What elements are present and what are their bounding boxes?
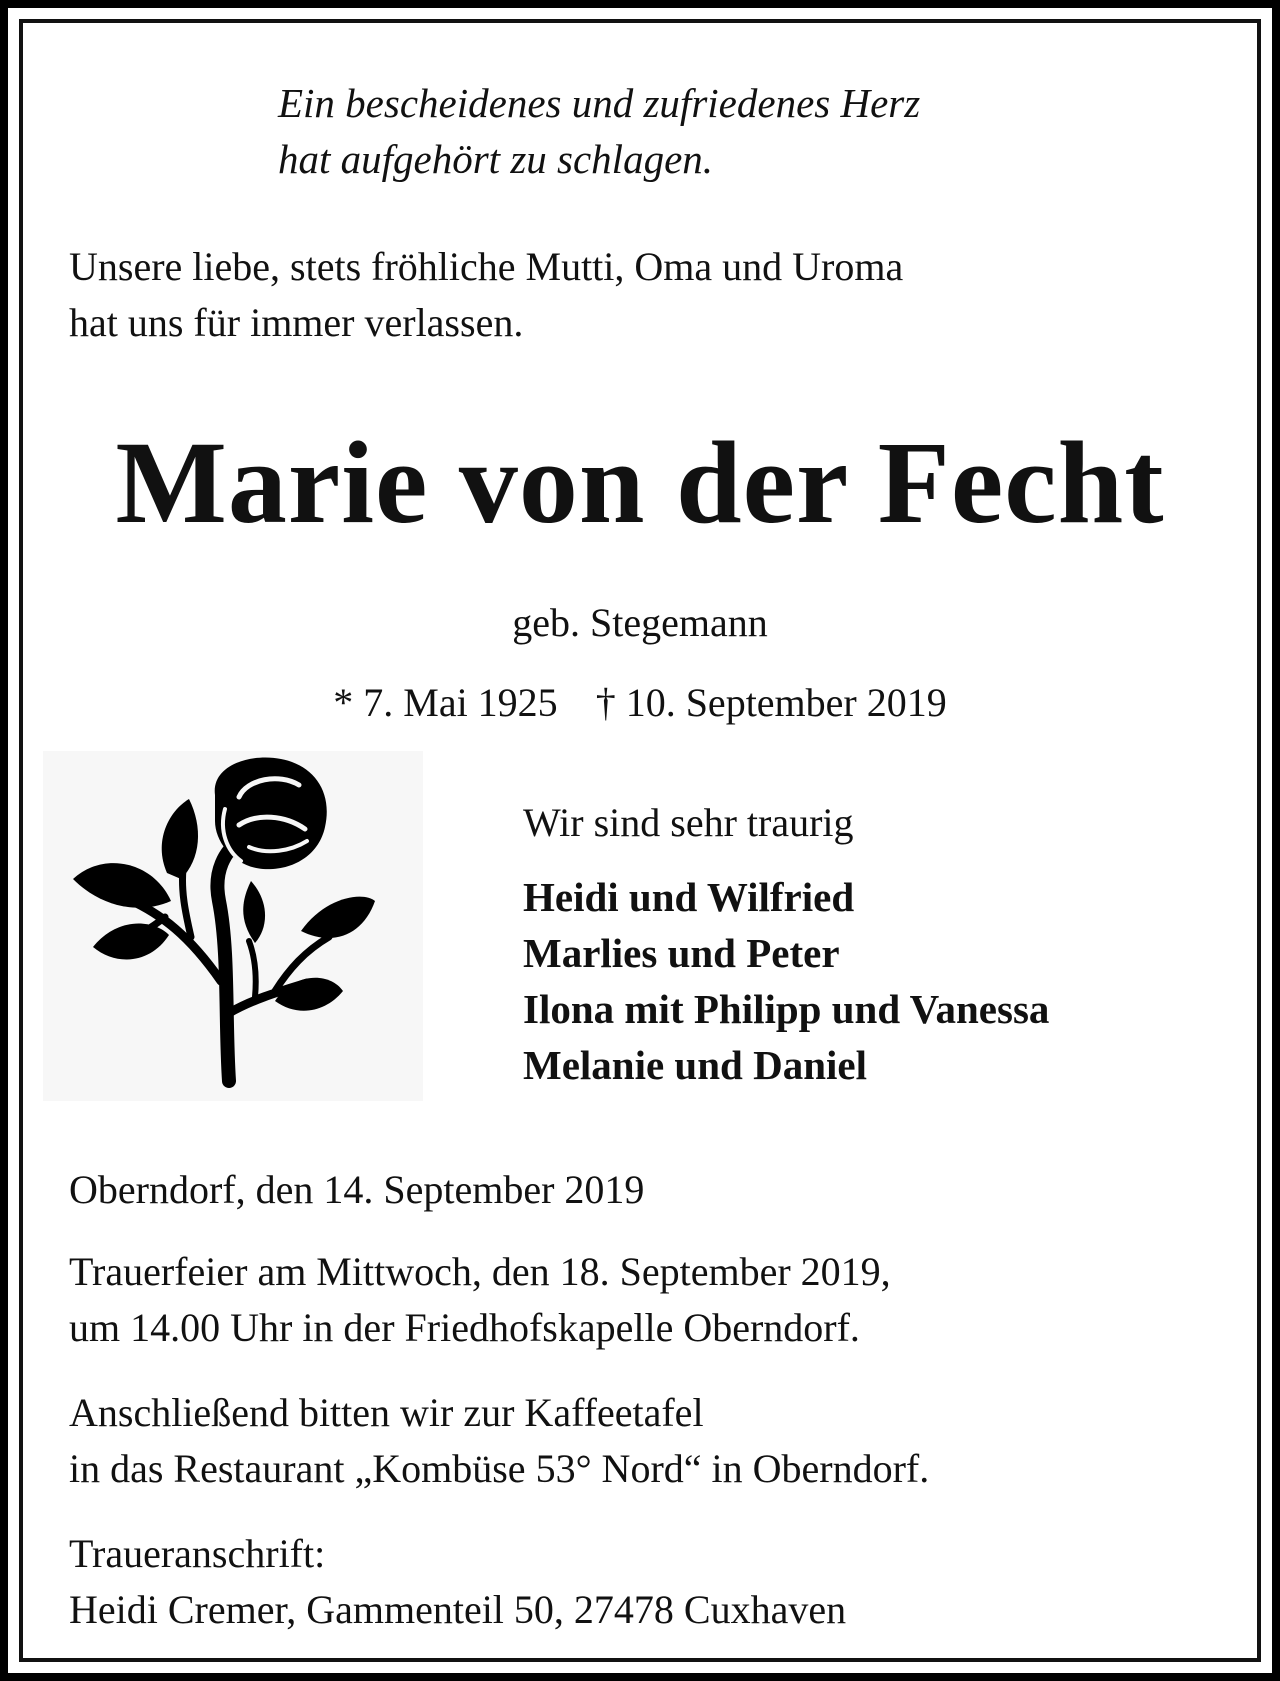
service-line-2: um 14.00 Uhr in der Friedhofskapelle Oberndorf. [69,1305,860,1350]
address-value: Heidi Cremer, Gammenteil 50, 27478 Cuxhaven [69,1587,847,1632]
obituary-notice [19,19,1261,1662]
intro-line-1: Unsere liebe, stets fröhliche Mutti, Oma und Uroma [69,244,904,289]
mourner-name: Marlies und Peter [523,930,840,976]
mourner-name: Ilona mit Philipp und Vanessa [523,986,1050,1032]
funeral-service-info [69,1244,891,1356]
life-dates [23,678,1257,728]
motto-line-1: Ein bescheidenes und zufriedenes Herz [278,80,921,126]
reception-info [69,1385,929,1497]
birth-date: * 7. Mai 1925 [333,680,558,725]
motto [278,75,920,187]
mourner-name: Melanie und Daniel [523,1042,867,1088]
deceased-name: Marie von der Fecht [115,417,1165,548]
reception-line-1: Anschließend bitten wir zur Kaffeetafel [69,1390,704,1435]
intro-line-2: hat uns für immer verlassen. [69,300,524,345]
reception-line-2: in das Restaurant „Kombüse 53° Nord“ in Oberndorf. [69,1446,930,1491]
motto-line-2: hat aufgehört zu schlagen. [278,136,714,182]
rose-icon [43,751,423,1101]
mourners-intro: Wir sind sehr traurig [523,800,854,845]
death-date: † 10. September 2019 [595,680,947,725]
address-label: Traueranschrift: [69,1531,326,1576]
mourners-list [523,869,1049,1093]
mourners-block [523,795,1049,1093]
service-line-1: Trauerfeier am Mittwoch, den 18. September 2019, [69,1249,891,1294]
mourner-name: Heidi und Wilfried [523,874,855,920]
maiden-name: geb. Stegemann [512,600,768,645]
mourning-address [69,1526,846,1638]
intro-text [69,239,903,351]
place-and-date: Oberndorf, den 14. September 2019 [69,1167,645,1212]
notice-frame-gap [8,8,1272,1673]
